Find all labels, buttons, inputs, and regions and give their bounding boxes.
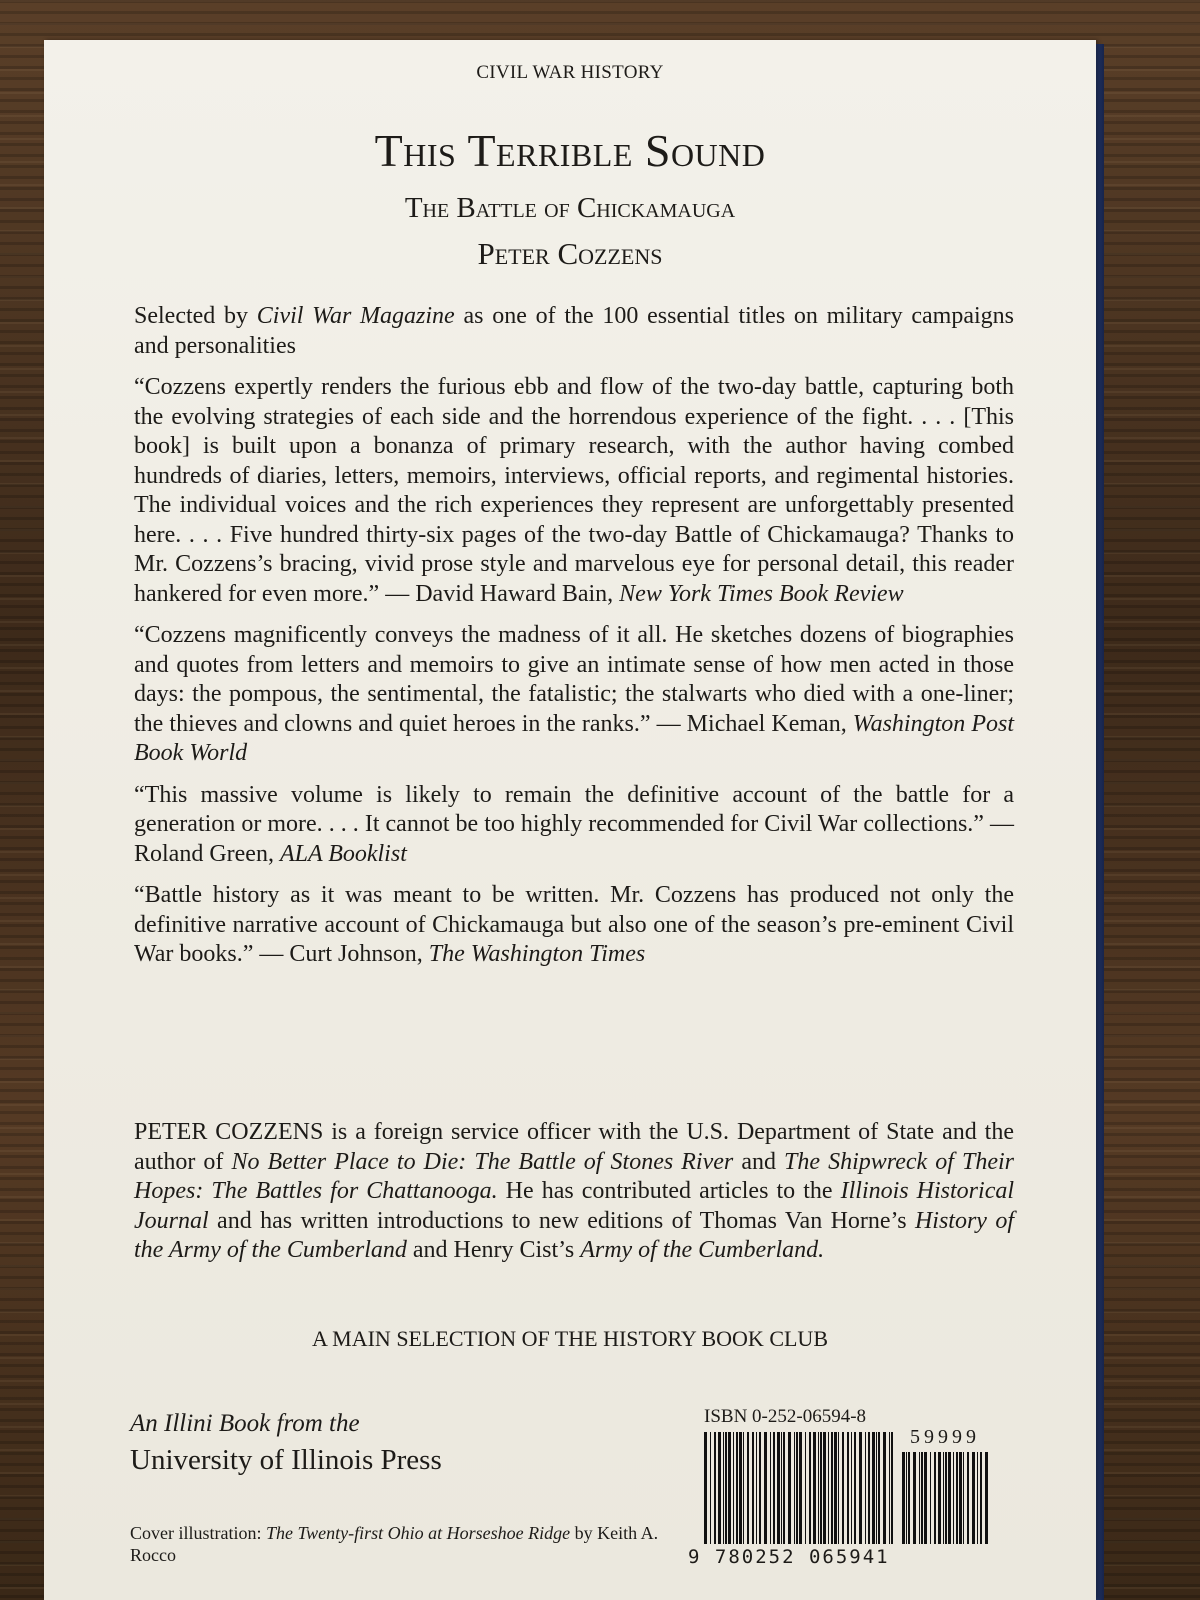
barcode-bar xyxy=(728,1432,731,1544)
barcode-bar xyxy=(752,1432,755,1544)
publisher-name: University of Illinois Press xyxy=(130,1444,442,1476)
barcode-bar xyxy=(985,1452,988,1544)
barcode-bar xyxy=(747,1432,749,1544)
barcode-bar xyxy=(883,1432,886,1544)
barcode-bar xyxy=(948,1452,951,1544)
barcode-bar xyxy=(783,1432,785,1544)
book-back-cover xyxy=(44,40,1096,1600)
barcode-bar xyxy=(828,1432,829,1544)
barcode-bar xyxy=(859,1432,862,1544)
barcode-bar xyxy=(842,1432,844,1544)
barcode-bar xyxy=(865,1432,866,1544)
barcode-bar xyxy=(733,1432,734,1544)
blurb: “This massive volume is likely to remain the definitive account of the battle for a generation or more. . . . It cannot be too highly recommended for Civil War collections.” — Roland Green, ALA Booklist xyxy=(134,781,1014,867)
barcode-bar xyxy=(794,1432,795,1544)
barcode-bar xyxy=(972,1452,975,1544)
barcode-bar xyxy=(813,1432,816,1544)
book-subtitle: The Battle of Chickamauga xyxy=(404,192,736,224)
barcode-bar xyxy=(759,1432,761,1544)
barcode-bar xyxy=(953,1452,954,1544)
book-author: Peter Cozzens xyxy=(477,236,663,271)
barcode-bar xyxy=(930,1452,931,1544)
barcode-bar xyxy=(710,1432,711,1544)
barcode-bar xyxy=(980,1452,982,1544)
barcode-bar xyxy=(788,1432,791,1544)
publisher-tagline: An Illini Book from the xyxy=(130,1410,360,1437)
book-club-note: A MAIN SELECTION OF THE HISTORY BOOK CLUB xyxy=(311,1326,828,1351)
barcode-bar xyxy=(876,1432,877,1544)
isbn-barcode xyxy=(704,1432,894,1544)
barcode-bar xyxy=(891,1432,893,1544)
barcode-bar xyxy=(739,1432,742,1544)
author-bio: PETER COZZENS is a foreign service officer with the U.S. Department of State and the author of No Better Place to Die: The Battle of Stones River and The Shipwreck of Their Hopes: The Battles for Chattanooga. He has contributed articles to the Illinois Historical Journal and has written introductions to new editions of Thomas Van Horne’s History of the Army of the Cumberland and Henry Cist’s Army of the Cumberland. xyxy=(134,1119,1015,1263)
barcode-bar xyxy=(924,1452,927,1544)
barcode-bar xyxy=(838,1432,839,1544)
barcode-bar xyxy=(770,1432,771,1544)
barcode-bar xyxy=(823,1432,826,1544)
barcode-bar xyxy=(743,1432,744,1544)
series-label: CIVIL WAR HISTORY xyxy=(476,62,664,83)
barcode-bar xyxy=(959,1452,962,1544)
barcode-bar xyxy=(714,1432,716,1544)
barcode-bar xyxy=(831,1432,833,1544)
barcode-bar xyxy=(921,1452,923,1544)
barcode-bar xyxy=(854,1432,856,1544)
barcode-bar xyxy=(945,1452,947,1544)
barcode-bar xyxy=(834,1432,837,1544)
barcode-bar xyxy=(799,1432,802,1544)
barcode-bar xyxy=(872,1432,875,1544)
book-title: This Terrible Sound xyxy=(374,125,766,176)
barcode-bar xyxy=(851,1432,852,1544)
price-code: 59999 xyxy=(910,1426,980,1448)
barcode-bar xyxy=(868,1432,870,1544)
price-barcode xyxy=(902,1452,992,1544)
blurb: “Cozzens magnificently conveys the madness of it all. He sketches dozens of biographies and quotes from letters and memoirs to give an intimate sense of how men acted in those days: the pompous, the sentimental, the fatalistic; the stalwarts who died with a one-liner; the thieves and clowns and quiet heroes in the ranks.” — Michael Keman, Washington Post Book World xyxy=(134,622,1014,766)
blurbs xyxy=(134,302,1014,982)
blurb: “Battle history as it was meant to be written. Mr. Cozzens has produced not only the definitive narrative account of Chickamauga but also one of the season’s pre-eminent Civil War books.” — Curt Johnson, The Washington Times xyxy=(134,882,1014,967)
barcode-bar xyxy=(938,1452,941,1544)
barcode-bar xyxy=(913,1452,916,1544)
barcode-bar xyxy=(818,1432,819,1544)
blurb: “Cozzens expertly renders the furious ebb and flow of the two-day battle, capturing both the evolving strategies of each side and the horrendous experience of the fight. . . . [This book] is built upon a bonanza of primary research, with the author having combed hundreds of diaries, letters, memoirs, interviews, official reports, and regimental histories. The individual voices and the rich experiences they represent are unforgettably presented here. . . . Five hundred thirty-six pages of the two-day Battle of Chickamauga? Thanks to Mr. Cozzens’s bracing, vivid prose style and marvelous eye for personal detail, this reader hankered for even more.” — David Haward Bain, New York Times Book Review xyxy=(134,374,1014,607)
barcode-bar xyxy=(889,1432,890,1544)
barcode-bar xyxy=(736,1432,738,1544)
barcode-bar xyxy=(902,1452,905,1544)
barcode-bar xyxy=(723,1432,724,1544)
barcode-bar xyxy=(725,1432,727,1544)
barcode-bar xyxy=(796,1432,798,1544)
barcode-bar xyxy=(943,1452,944,1544)
barcode-bar xyxy=(809,1432,811,1544)
barcode-bar xyxy=(919,1452,920,1544)
barcode-bar xyxy=(820,1432,822,1544)
barcode-bar xyxy=(967,1452,969,1544)
barcode-bar xyxy=(764,1432,767,1544)
barcode-bar xyxy=(963,1452,964,1544)
barcode-bar xyxy=(847,1432,850,1544)
barcode-bar xyxy=(878,1432,880,1544)
cover-credit: Cover illustration: The Twenty-first Ohio at Horseshoe Ridge by Keith A. Rocco xyxy=(130,1523,659,1565)
barcode-bar xyxy=(956,1452,958,1544)
barcode-bar xyxy=(773,1432,775,1544)
barcode-bar xyxy=(718,1432,721,1544)
barcode-digits: 9 780252 065941 xyxy=(688,1546,890,1568)
barcode-bar xyxy=(756,1432,757,1544)
barcode-bar xyxy=(908,1452,910,1544)
barcode-bar xyxy=(777,1432,780,1544)
barcode-bar xyxy=(704,1432,707,1544)
barcode-bar xyxy=(805,1432,806,1544)
barcode-bar xyxy=(977,1452,978,1544)
blurb: Selected by Civil War Magazine as one of the 100 essential titles on military campaigns and personalities xyxy=(134,303,1014,359)
isbn-label: ISBN 0-252-06594-8 xyxy=(704,1406,867,1427)
barcode-bar xyxy=(934,1452,936,1544)
barcode-bar xyxy=(906,1452,907,1544)
barcode-bar xyxy=(781,1432,782,1544)
